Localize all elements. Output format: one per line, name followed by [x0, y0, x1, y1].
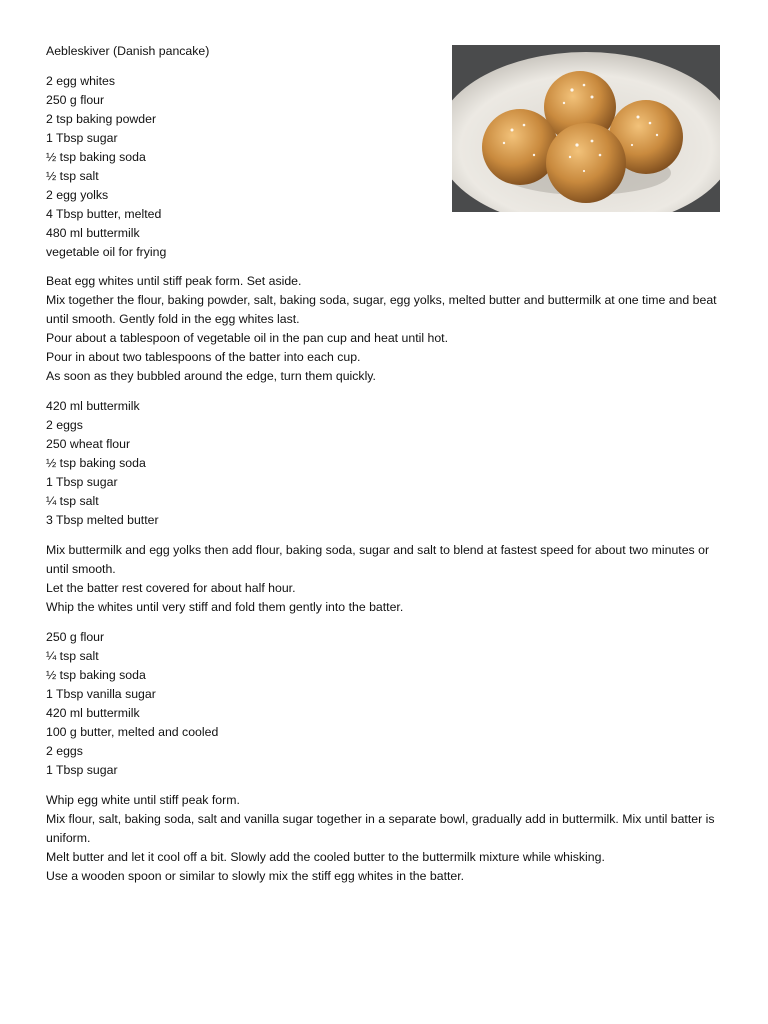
ingredient-item: 420 ml buttermilk	[46, 399, 140, 413]
ingredient-item: 2 egg yolks	[46, 188, 109, 202]
instruction-step: Whip egg white until stiff peak form.	[46, 793, 240, 807]
ingredient-item: 2 eggs	[46, 418, 83, 432]
ingredient-item: 1 Tbsp sugar	[46, 763, 118, 777]
pancake-ball	[482, 109, 558, 185]
ingredient-item: 2 tsp baking powder	[46, 112, 157, 126]
pancake-ball	[546, 123, 626, 203]
ingredient-item: ½ tsp baking soda	[46, 150, 146, 164]
instruction-step: Mix buttermilk and egg yolks then add flour, baking soda, sugar and salt to blend at fastest speed for about two minutes or until smooth.	[46, 543, 710, 576]
instruction-step: Mix flour, salt, baking soda, salt and vanilla sugar together in a separate bowl, gradually add in buttermilk. Mix until batter is uniform.	[46, 812, 715, 845]
instructions-2	[46, 541, 726, 617]
instructions-1	[46, 272, 726, 386]
recipe-title: Aebleskiver (Danish pancake)	[46, 44, 210, 58]
instruction-step: Pour about a tablespoon of vegetable oil in the pan cup and heat until hot.	[46, 331, 449, 345]
ingredient-item: 250 wheat flour	[46, 437, 131, 451]
instruction-step: Use a wooden spoon or similar to slowly mix the stiff egg whites in the batter.	[46, 869, 465, 883]
ingredient-item: 420 ml buttermilk	[46, 706, 140, 720]
ingredient-item: 480 ml buttermilk	[46, 226, 140, 240]
instruction-step: Mix together the flour, baking powder, salt, baking soda, sugar, egg yolks, melted butter and buttermilk at one time and beat until smooth. Gently fold in the egg whites last.	[46, 293, 717, 326]
ingredient-item: 2 egg whites	[46, 74, 116, 88]
ingredient-list-2	[46, 397, 726, 530]
ingredient-item: 100 g butter, melted and cooled	[46, 725, 219, 739]
ingredient-item: ¼ tsp salt	[46, 494, 99, 508]
instruction-step: Whip the whites until very stiff and fold them gently into the batter.	[46, 600, 404, 614]
ingredient-item: 2 eggs	[46, 744, 83, 758]
ingredient-item: 1 Tbsp vanilla sugar	[46, 687, 156, 701]
instruction-step: As soon as they bubbled around the edge, turn them quickly.	[46, 369, 376, 383]
instruction-step: Melt butter and let it cool off a bit. Slowly add the cooled butter to the buttermilk mixture while whisking.	[46, 850, 605, 864]
ingredient-item: 1 Tbsp sugar	[46, 131, 118, 145]
ingredient-item: 3 Tbsp melted butter	[46, 513, 159, 527]
ingredient-item: 250 g flour	[46, 93, 105, 107]
instructions-3	[46, 791, 726, 886]
ingredient-item: ½ tsp baking soda	[46, 456, 146, 470]
ingredient-list-3	[46, 628, 726, 780]
instruction-step: Beat egg whites until stiff peak form. Set aside.	[46, 274, 302, 288]
ingredient-item: 1 Tbsp sugar	[46, 475, 118, 489]
ingredient-item: ¼ tsp salt	[46, 649, 99, 663]
ingredient-item: 4 Tbsp butter, melted	[46, 207, 162, 221]
ingredient-item: ½ tsp salt	[46, 169, 99, 183]
ingredient-list-1	[46, 72, 436, 262]
ingredient-item: vegetable oil for frying	[46, 245, 167, 259]
instruction-step: Pour in about two tablespoons of the batter into each cup.	[46, 350, 361, 364]
ingredient-item: ½ tsp baking soda	[46, 668, 146, 682]
aebleskiver-photo	[452, 45, 720, 212]
ingredient-item: 250 g flour	[46, 630, 105, 644]
instruction-step: Let the batter rest covered for about half hour.	[46, 581, 296, 595]
